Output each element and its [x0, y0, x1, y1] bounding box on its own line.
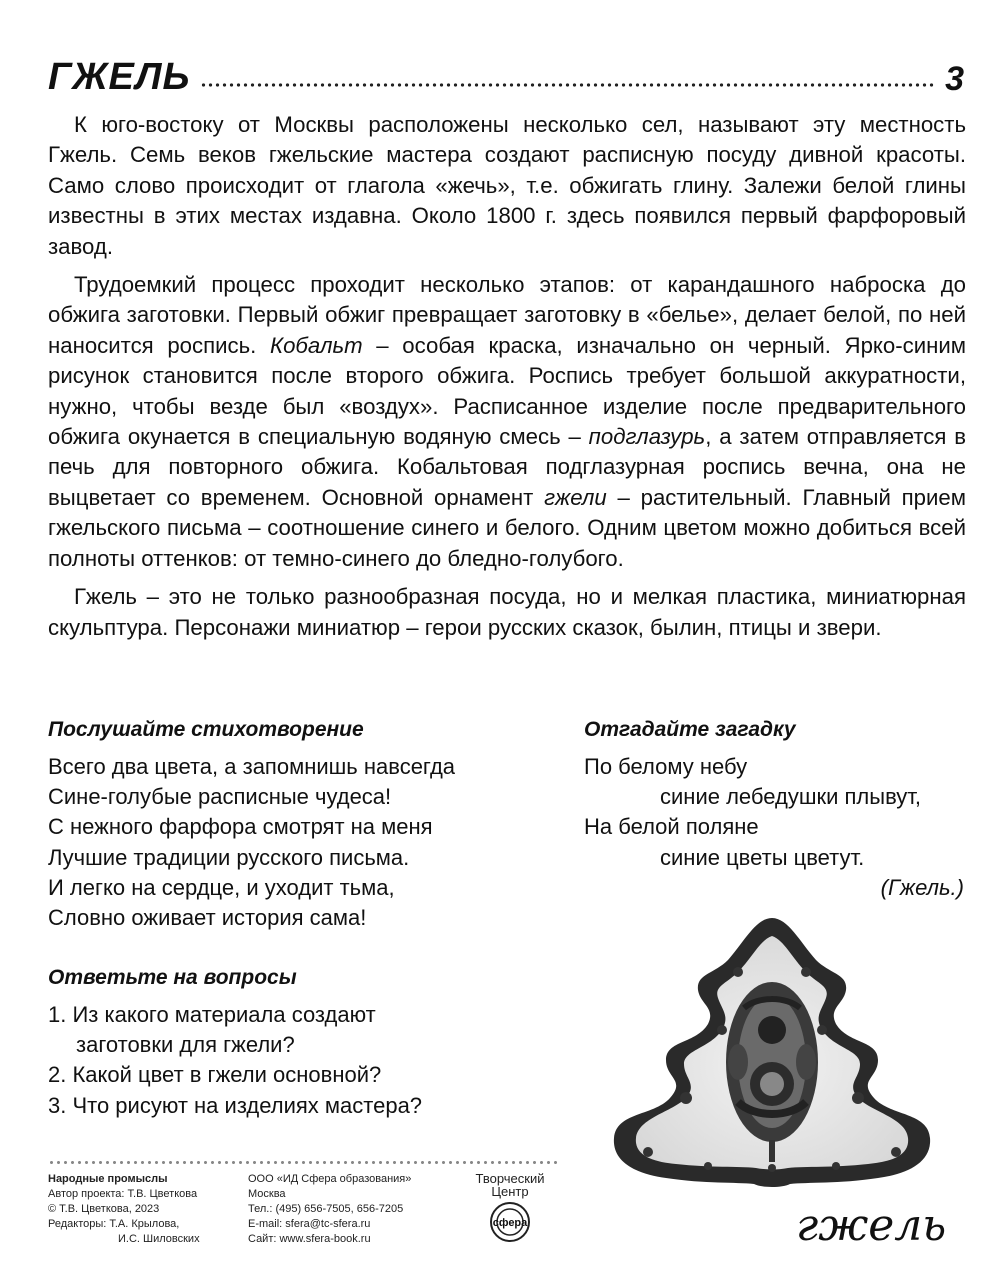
p2-part-b: – особая краска, изначально он черный. Ярко-синим рисунок становится после второго обжига. Роспись требует большой аккуратности, нужно, чтобы везде был «воздух». Расписанное изделие после предварительного обжига окунается в специальную водяную смесь – [48, 332, 966, 450]
riddle-line: По белому небу [584, 754, 748, 779]
riddle-heading: Отгадайте загадку [584, 718, 796, 741]
poem-line: Словно оживает история сама! [48, 905, 367, 931]
logo-mark-text: сфера [492, 1217, 528, 1229]
question-2: 2. Какой цвет в гжели основной? [48, 1062, 382, 1088]
question-1-cont: заготовки для гжели? [76, 1032, 295, 1058]
questions-list [48, 1000, 568, 1121]
imprint-city: Москва [248, 1188, 286, 1200]
poem-line: И легко на сердце, и уходит тьма, [48, 874, 395, 900]
handwritten-word [790, 1196, 970, 1256]
imprint-editor2: И.С. Шиловских [118, 1233, 200, 1245]
script-word-text: гжель [796, 1200, 947, 1251]
poem-line: Сине-голубые расписные чудеса! [48, 784, 392, 810]
riddle-line: синие цветы цветут. [660, 844, 865, 870]
imprint-author: Автор проекта: Т.В. Цветкова [48, 1188, 198, 1200]
poem-heading: Послушайте стихотворение [48, 718, 364, 741]
p2-part-d: – растительный. Главный прием гжельского письма – соотношение синего и белого. Одним цветом можно добиться всей полноты оттенков: от темно-синего до бледно-голубого. [48, 484, 966, 571]
p2-part-c: , а затем отправляется в печь для повторного обжига. Кобальтовая подглазурная роспись вечна, она не выцветает со временем. Основной орнамент [48, 424, 966, 510]
term-gzheli: гжели [544, 484, 607, 510]
riddle-answer: (Гжель.) [880, 874, 964, 900]
sfera-logo-icon [480, 1200, 540, 1244]
publisher-logo [460, 1172, 560, 1252]
poem-line: Всего два цвета, а запомнишь навсегда [48, 754, 456, 779]
paragraph-2 [48, 270, 966, 574]
paragraph-1: К юго-востоку от Москвы расположены несколько сел, называют эту местность Гжель. Семь веков гжельские мастера создают расписную посуду дивной красоты. Само слово происходит от глагола «жечь», т.е. обжигать глину. Залежи белой глины известны в этих местах издавна. Около 1800 г. здесь появился первый фарфоровый завод. [48, 112, 966, 259]
poem [48, 752, 568, 933]
script-word-svg [790, 1196, 970, 1256]
imprint-editors: Редакторы: Т.А. Крылова, [48, 1218, 180, 1230]
imprint-site: Сайт: www.sfera-book.ru [248, 1233, 371, 1245]
questions-heading: Ответьте на вопросы [48, 966, 297, 989]
footer-dotted-line [48, 1160, 560, 1165]
imprint-phone: Тел.: (495) 656-7505, 656-7205 [248, 1203, 404, 1215]
imprint-left [48, 1172, 200, 1247]
question-1: 1. Из какого материала создают [48, 1002, 376, 1027]
logo-line1: Творческий [475, 1171, 545, 1186]
question-3: 3. Что рисуют на изделиях мастера? [48, 1092, 423, 1118]
logo-line2: Центр [491, 1184, 529, 1199]
p2-part-a: Трудоемкий процесс проходит несколько этапов: от карандашного наброска до обжига заготовки. Первый обжиг превращает заготовку в «белье», делает белой, по ней наносится роспись. [48, 272, 966, 358]
poem-line: Лучшие традиции русского письма. [48, 844, 410, 870]
dotted-leader [200, 82, 935, 88]
tree-plate-svg [578, 912, 966, 1194]
riddle [584, 752, 964, 903]
imprint-publisher: ООО «ИД Сфера образования» [248, 1173, 412, 1185]
riddle-line: синие лебедушки плывут, [660, 784, 922, 810]
imprint-email: E-mail: sfera@tc-sfera.ru [248, 1218, 371, 1230]
page-title: ГЖЕЛЬ [48, 56, 191, 98]
article-body [48, 110, 966, 651]
paragraph-3: Гжель – это не только разнообразная посуда, но и мелкая пластика, миниатюрная скульптура. Персонажи миниатюр – герои русских сказок, былин, птицы и звери. [48, 584, 966, 640]
gzhel-tree-plate-image [578, 912, 966, 1194]
imprint-series: Народные промыслы [48, 1173, 168, 1185]
page-header [48, 44, 964, 96]
page-number: 3 [945, 60, 964, 98]
imprint-right [248, 1172, 411, 1247]
riddle-line: На белой поляне [584, 814, 759, 840]
poem-line: С нежного фарфора смотрят на меня [48, 814, 433, 840]
imprint-copyright: © Т.В. Цветкова, 2023 [48, 1203, 160, 1215]
term-kobalt: Кобальт [270, 332, 363, 358]
term-podglazur: подглазурь [588, 424, 706, 450]
